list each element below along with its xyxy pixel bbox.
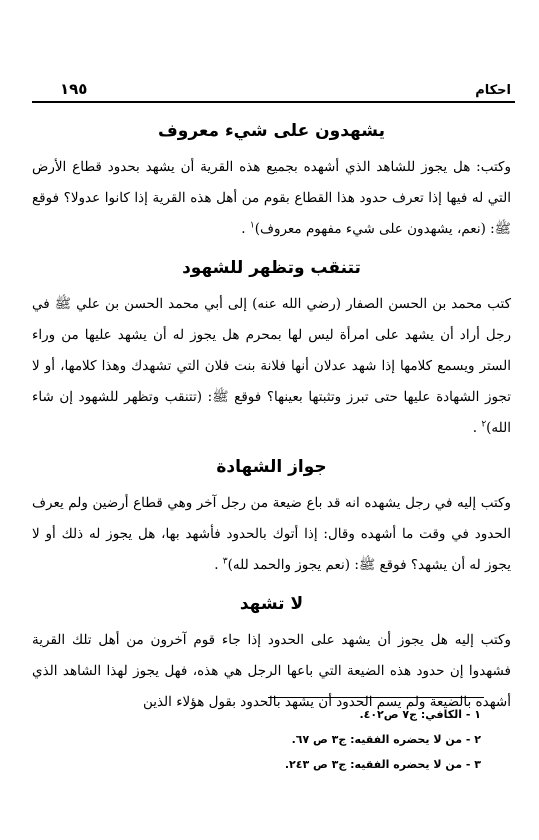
paragraph-end: . bbox=[241, 221, 246, 237]
footnote-ref: ١ bbox=[249, 220, 255, 231]
footnote-ref: ٢ bbox=[481, 419, 487, 430]
page-header bbox=[60, 76, 511, 98]
footnote-item: ٣ - من لا يحضره الفقيه: ج٣ ص ٢٤٣. bbox=[284, 758, 481, 771]
paragraph-text: كتب محمد بن الحسن الصفار (رضي الله عنه) إلى أبي محمد الحسن بن علي ﷺ في رجل أراد أن يشهد على امرأة ليس لها بمحرم هل يجوز له أن يشهد عليها من وراء الستر ويسمع كلامها إذا شهد عدلان أنها فلانة بنت فلان التي تشهدك وهذا كلامها، أو لا تجوز الشهادة عليها حتى تبرز وتثبتها بعينها؟ فوقع ﷺ: (تتنقب وتظهر للشهود إن شاء الله) bbox=[32, 296, 511, 436]
section-heading: تتنقب وتظهر للشهود bbox=[182, 258, 361, 278]
paragraph-text: وكتب إليه في رجل يشهده انه قد باع ضيعة من رجل آخر وهي قطاع أرضين ولم يعرف الحدود في وقت ما أشهده وقال: إذا أتوك بالحدود فأشهد بها، هل يجوز له ذلك أو لا يجوز له أن يشهد؟ فوقع ﷺ: (نعم يجوز والحمد لله) bbox=[32, 495, 511, 573]
paragraph-end: . bbox=[472, 420, 478, 436]
section-heading: جواز الشهادة bbox=[216, 457, 327, 477]
footnote-rule bbox=[268, 697, 484, 698]
section-heading: لا تشهد bbox=[239, 594, 304, 614]
section-heading: يشهدون على شيء معروف bbox=[158, 121, 385, 141]
section-paragraph bbox=[32, 488, 511, 581]
footnote-item: ٢ - من لا يحضره الفقيه: ج٣ ص ٦٧. bbox=[291, 733, 481, 746]
section-paragraph bbox=[32, 289, 511, 444]
paragraph-text: وكتب إليه هل يجوز أن يشهد على الحدود إذا جاء قوم آخرون من أهل تلك القرية فشهدوا إن حدود هذه الضيعة التي باعها الرجل هي هذه، فهل يجوز لهذا الشاهد الذي أشهده بالضيعة ولم يسم الحدود أن يشهد بالحدود بقول هؤلاء الذين bbox=[32, 632, 511, 710]
paragraph-end: . bbox=[214, 557, 219, 573]
header-rule bbox=[32, 101, 515, 103]
paragraph-text: وكتب: هل يجوز للشاهد الذي أشهده بجميع هذه القرية أن يشهد بحدود قطاع الأرض التي له فيها إذا تعرف حدود هذا القطاع بقوم من أهل هذه القرية إذا كانوا عدولا؟ فوقع ﷺ: (نعم، يشهدون على شيء مفهوم معروف) bbox=[32, 159, 511, 237]
running-title: احكام bbox=[475, 83, 511, 98]
page-number: ١٩٥ bbox=[60, 80, 88, 98]
footnotes bbox=[120, 702, 481, 777]
page-body bbox=[32, 108, 511, 718]
section-paragraph bbox=[32, 152, 511, 245]
footnote-item: ١ - الكافي: ج٧ ص٤٠٢. bbox=[359, 708, 481, 721]
footnote-ref: ٣ bbox=[222, 556, 228, 567]
